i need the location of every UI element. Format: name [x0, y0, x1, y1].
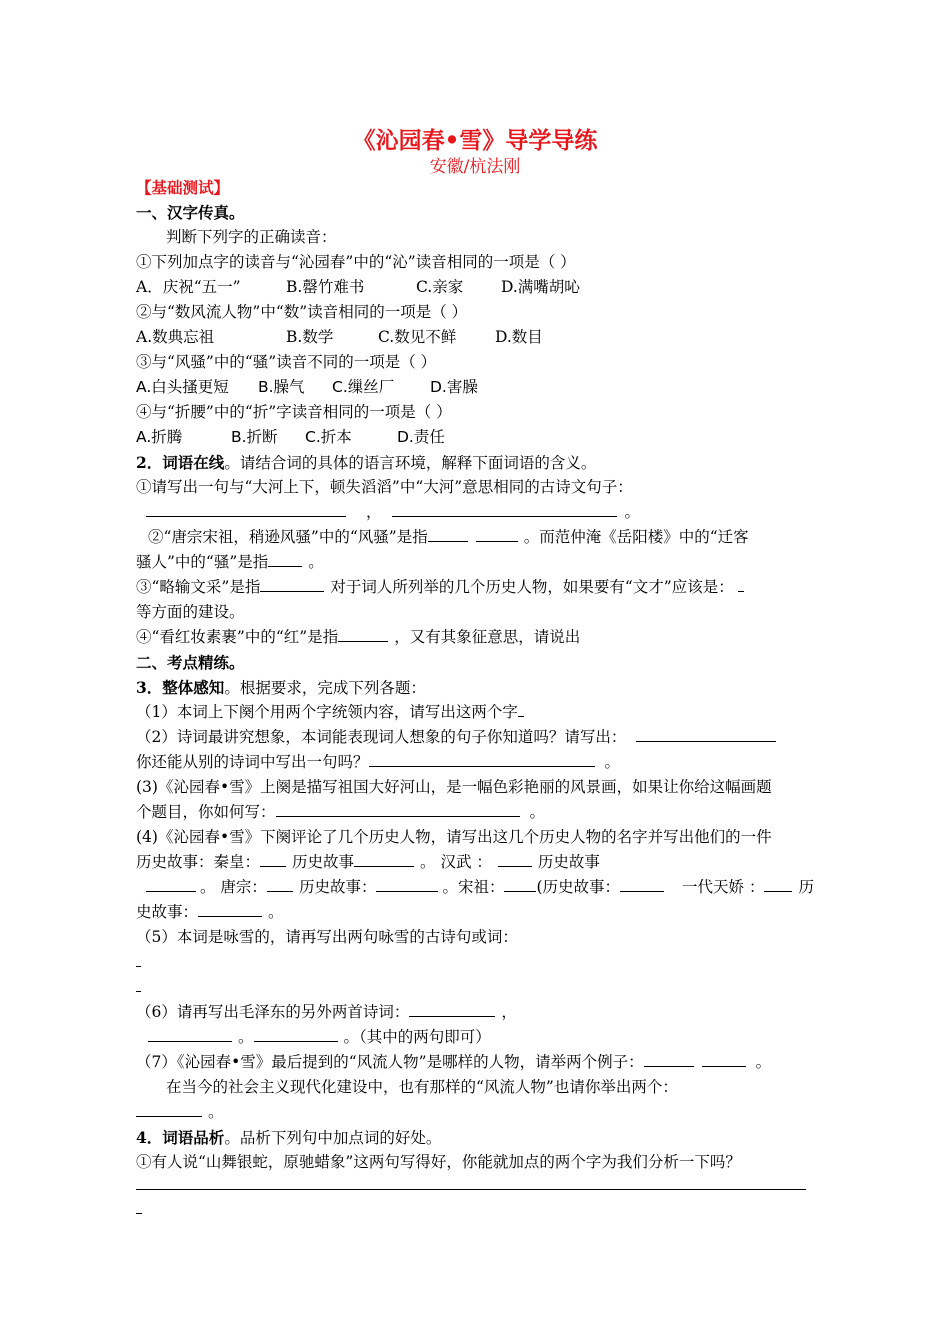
- answer-blank[interactable]: [198, 901, 262, 917]
- q3-p6b: 。 。（其中的两句即可）: [136, 1025, 816, 1050]
- q3-p7b: 在当今的社会主义现代化建设中，也有那样的“风流人物”也请你举出两个：: [166, 1078, 678, 1096]
- q3-p5-answer-2: [136, 975, 816, 1000]
- q3-p6a: （6）请再写出毛泽东的另外两首诗词： ，: [136, 1003, 517, 1021]
- q4-l1: ①有人说“山舞银蛇，原驰蜡象”这两句写得好，你能就加点的两个字为我们分析一下吗？: [136, 1153, 741, 1171]
- q4-heading: 词语品析: [162, 1128, 225, 1147]
- q1-s1-options: [136, 275, 816, 300]
- q3-p1: （1）本词上下阕个用两个字统领内容，请写出这两个字: [136, 700, 816, 725]
- answer-blank[interactable]: [392, 501, 617, 517]
- option-c: C.折本: [305, 428, 352, 446]
- answer-blank[interactable]: [620, 876, 664, 892]
- answer-line-short[interactable]: [136, 1213, 142, 1214]
- q3-heading-line: 3．整体感知。根据要求，完成下列各题：: [136, 678, 426, 697]
- answer-blank[interactable]: [260, 851, 286, 867]
- option-c: C.缫丝厂: [332, 378, 395, 396]
- option-b: B.折断: [231, 428, 278, 446]
- q2-l3: ②“唐宗宋祖，稍逊风骚”中的“风骚”是指 。而范仲淹《岳阳楼》中的“迁客: [148, 528, 749, 546]
- option-b: B.罄竹难书: [286, 278, 365, 296]
- option-c: C.亲家: [416, 278, 464, 296]
- q1-intro: 判断下列字的正确读音：: [166, 228, 337, 246]
- q2-l6: 等方面的建设。: [136, 603, 245, 621]
- q3-p3b: 个题目，你如何写： 。: [136, 803, 546, 821]
- answer-blank[interactable]: [738, 576, 744, 592]
- q3-p3a: (3)《沁园春•雪》上阕是描写祖国大好河山，是一幅色彩艳丽的风景画，如果让你给这幅画题: [136, 778, 772, 796]
- q3-p4a: (4)《沁园春•雪》下阕评论了几个历史人物，请写出这几个历史人物的名字并写出他们的一件: [136, 828, 772, 846]
- q3-p4d: 史故事： 。: [136, 903, 284, 921]
- option-a: A.白头搔更短: [136, 378, 229, 396]
- answer-blank[interactable]: [702, 1051, 746, 1067]
- q1-s4-options: [136, 425, 816, 450]
- q2-l1: ①请写出一句与“大河上下，顿失滔滔”中“大河”意思相同的古诗文句子：: [136, 478, 633, 496]
- q3-p5: （5）本词是咏雪的，请再写出两句咏雪的古诗句或词：: [136, 928, 518, 946]
- option-d: D.满嘴胡吣: [501, 278, 580, 296]
- answer-blank[interactable]: [276, 801, 520, 817]
- q3-p2a: （2）诗词最讲究想象，本词能表现词人想象的句子你知道吗？请写出：: [136, 725, 816, 750]
- answer-blank[interactable]: [146, 501, 346, 517]
- answer-blank[interactable]: [136, 951, 141, 967]
- answer-blank[interactable]: [136, 976, 141, 992]
- answer-line-full[interactable]: [136, 1189, 806, 1190]
- option-a: A.数典忘祖: [136, 328, 215, 346]
- answer-blank[interactable]: [498, 851, 532, 867]
- q1-s3-options: [136, 375, 816, 400]
- option-b: B.数学: [286, 328, 334, 346]
- q2-l5: ③“略输文采”是指 对于词人所列举的几个历史人物，如果要有“文才”应该是：: [136, 575, 816, 600]
- answer-blank[interactable]: [476, 526, 518, 542]
- document-title: 《沁园春•雪》导学导练: [352, 127, 598, 154]
- option-a: A．庆祝“五一”: [136, 278, 241, 296]
- answer-blank[interactable]: [504, 876, 536, 892]
- q2-l2: ， 。: [136, 500, 816, 525]
- option-d: D.害臊: [430, 378, 478, 396]
- answer-blank[interactable]: [146, 876, 196, 892]
- q1-s1-stem: ①下列加点字的读音与“沁园春”中的“沁”读音相同的一项是（ ）: [136, 253, 576, 271]
- q3-p7a: （7）《沁园春•雪》最后提到的“风流人物”是哪样的人物，请举两个例子： 。: [136, 1053, 772, 1071]
- document-body: [136, 175, 816, 1175]
- q1-s2-stem: ②与“数风流人物”中“数”读音相同的一项是（ ）: [136, 303, 468, 321]
- answer-blank[interactable]: [369, 751, 595, 767]
- q3-p5-answer-1: [136, 950, 816, 975]
- answer-blank[interactable]: [354, 851, 414, 867]
- q2-heading-line: 2．词语在线。请结合词的具体的语言环境，解释下面词语的含义。: [136, 453, 597, 472]
- answer-blank[interactable]: [409, 1001, 495, 1017]
- q3-p4c: 。 唐宗： 历史故事： 。宋祖： (历史故事： 一代天娇 ： 历: [136, 875, 816, 900]
- answer-blank[interactable]: [338, 626, 388, 642]
- option-c: C.数见不鲜: [378, 328, 457, 346]
- answer-blank[interactable]: [268, 551, 302, 567]
- q3-p2b: 你还能从别的诗词中写出一句吗？ 。: [136, 753, 621, 771]
- answer-blank[interactable]: [254, 1026, 338, 1042]
- answer-blank[interactable]: [136, 1101, 202, 1117]
- section-part2-heading: 二、考点精练。: [136, 653, 245, 672]
- q2-l4: 骚人”中的“骚”是指 。: [136, 553, 324, 571]
- option-b: B.臊气: [258, 378, 305, 396]
- section-part1-heading: 一、汉字传真。: [136, 203, 245, 222]
- answer-blank[interactable]: [636, 726, 776, 742]
- author-line: 安徽/杭法刚: [429, 157, 521, 177]
- q4-heading-line: 4．词语品析。品析下列句中加点词的好处。: [136, 1128, 442, 1147]
- q2-heading: 词语在线: [162, 453, 225, 472]
- section-basic-test: 【基础测试】: [136, 178, 230, 197]
- q3-p7c: 。: [136, 1100, 816, 1125]
- answer-blank[interactable]: [376, 876, 438, 892]
- answer-blank[interactable]: [267, 876, 293, 892]
- answer-blank[interactable]: [518, 701, 524, 717]
- q1-s4-stem: ④与“折腰”中的“折”字读音相同的一项是（ ）: [136, 403, 452, 421]
- q2-l7: ④“看红妆素裹”中的“红”是指 ，又有其象征意思，请说出: [136, 628, 581, 646]
- q1-s3-stem: ③与“风骚”中的“骚”读音不同的一项是（ ）: [136, 353, 437, 371]
- answer-blank[interactable]: [260, 576, 324, 592]
- q1-s2-options: [136, 325, 816, 350]
- option-d: D.责任: [397, 428, 445, 446]
- answer-blank[interactable]: [644, 1051, 694, 1067]
- q3-heading: 整体感知: [162, 678, 225, 697]
- answer-blank[interactable]: [148, 1026, 232, 1042]
- answer-blank[interactable]: [764, 876, 792, 892]
- q3-p4b: 历史故事：秦皇： 历史故事 。 汉武 ： 历史故事: [136, 853, 600, 871]
- answer-blank[interactable]: [428, 526, 468, 542]
- option-a: A.折腾: [136, 428, 183, 446]
- option-d: D.数目: [495, 328, 543, 346]
